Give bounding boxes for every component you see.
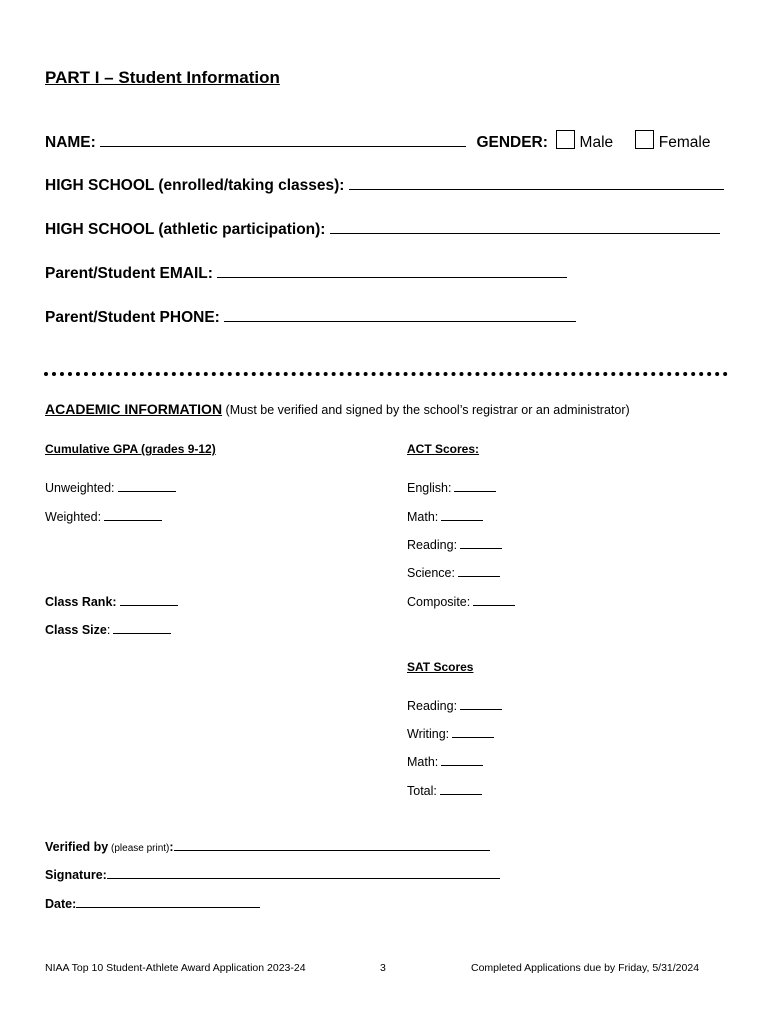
- phone-field[interactable]: [224, 307, 576, 322]
- signature-label: Signature:: [45, 868, 107, 882]
- gender-female-label: Female: [658, 134, 711, 151]
- act-composite-label: Composite:: [407, 595, 471, 609]
- hs-enrolled-row: [45, 175, 724, 195]
- phone-label: Parent/Student PHONE:: [45, 309, 220, 326]
- sat-heading: SAT Scores: [407, 660, 474, 674]
- weighted-field[interactable]: [104, 509, 162, 521]
- sat-reading-label: Reading:: [407, 699, 458, 713]
- act-math-field[interactable]: [441, 509, 483, 521]
- hs-enrolled-label: HIGH SCHOOL (enrolled/taking classes):: [45, 177, 345, 194]
- class-size-row: [45, 622, 171, 637]
- academic-heading: ACADEMIC INFORMATION: [45, 401, 223, 417]
- class-size-field[interactable]: [113, 622, 171, 634]
- act-science-label: Science:: [407, 566, 455, 580]
- email-row: [45, 263, 567, 283]
- name-label: NAME:: [45, 134, 96, 151]
- unweighted-field[interactable]: [118, 480, 176, 492]
- academic-note: (Must be verified and signed by the school’s registrar or an administrator): [222, 403, 630, 417]
- act-heading: ACT Scores:: [407, 442, 480, 456]
- sat-math-field[interactable]: [441, 754, 483, 766]
- footer-page-number: 3: [380, 962, 386, 974]
- academic-heading-row: [45, 401, 630, 417]
- act-math-row: [407, 509, 483, 524]
- verified-label: Verified by: [45, 840, 109, 854]
- footer-due-date: Completed Applications due by Friday, 5/31/2024: [471, 962, 700, 974]
- gpa-heading: Cumulative GPA (grades 9-12): [45, 442, 216, 456]
- sat-writing-field[interactable]: [452, 726, 494, 738]
- footer-title: NIAA Top 10 Student-Athlete Award Application 2023-24: [45, 962, 306, 974]
- email-label: Parent/Student EMAIL:: [45, 265, 213, 282]
- sat-writing-label: Writing:: [407, 727, 450, 741]
- gender-female-checkbox[interactable]: [635, 130, 654, 149]
- verified-note: (please print): [108, 843, 170, 854]
- sat-math-row: [407, 754, 483, 769]
- gender-male-checkbox[interactable]: [556, 130, 575, 149]
- act-english-label: English:: [407, 481, 452, 495]
- name-row: [45, 130, 710, 152]
- signature-field[interactable]: [107, 867, 500, 879]
- part-title: PART I – Student Information: [45, 68, 280, 87]
- hs-athletic-label: HIGH SCHOOL (athletic participation):: [45, 221, 326, 238]
- gender-label: GENDER:: [476, 134, 548, 151]
- act-reading-label: Reading:: [407, 538, 458, 552]
- class-rank-label: Class Rank:: [45, 595, 117, 609]
- act-reading-field[interactable]: [460, 537, 502, 549]
- act-english-row: [407, 480, 496, 495]
- verified-row: [45, 839, 490, 854]
- class-rank-row: [45, 594, 178, 609]
- act-math-label: Math:: [407, 510, 439, 524]
- signature-row: [45, 867, 500, 882]
- act-composite-row: [407, 594, 515, 609]
- unweighted-label: Unweighted:: [45, 481, 115, 495]
- sat-total-field[interactable]: [440, 783, 482, 795]
- hs-athletic-field[interactable]: [330, 219, 720, 234]
- act-english-field[interactable]: [454, 480, 496, 492]
- sat-reading-row: [407, 698, 502, 713]
- act-reading-row: [407, 537, 502, 552]
- section-divider: [44, 372, 728, 376]
- name-field[interactable]: [100, 132, 466, 147]
- date-row: [45, 896, 260, 911]
- sat-total-row: [407, 783, 482, 798]
- sat-writing-row: [407, 726, 494, 741]
- act-composite-field[interactable]: [473, 594, 515, 606]
- email-field[interactable]: [217, 263, 567, 278]
- weighted-label: Weighted:: [45, 510, 102, 524]
- sat-reading-field[interactable]: [460, 698, 502, 710]
- verified-colon: :: [169, 840, 174, 854]
- act-science-row: [407, 565, 500, 580]
- sat-math-label: Math:: [407, 755, 439, 769]
- unweighted-row: [45, 480, 176, 495]
- hs-enrolled-field[interactable]: [349, 175, 724, 190]
- weighted-row: [45, 509, 162, 524]
- sat-total-label: Total:: [407, 784, 437, 798]
- verified-field[interactable]: [174, 839, 490, 851]
- class-size-colon: :: [106, 623, 111, 637]
- class-size-label: Class Size: [45, 623, 107, 637]
- date-label: Date:: [45, 897, 77, 911]
- gender-male-label: Male: [579, 134, 614, 151]
- act-science-field[interactable]: [458, 565, 500, 577]
- class-rank-field[interactable]: [120, 594, 178, 606]
- date-field[interactable]: [76, 896, 260, 908]
- phone-row: [45, 307, 576, 327]
- hs-athletic-row: [45, 219, 720, 239]
